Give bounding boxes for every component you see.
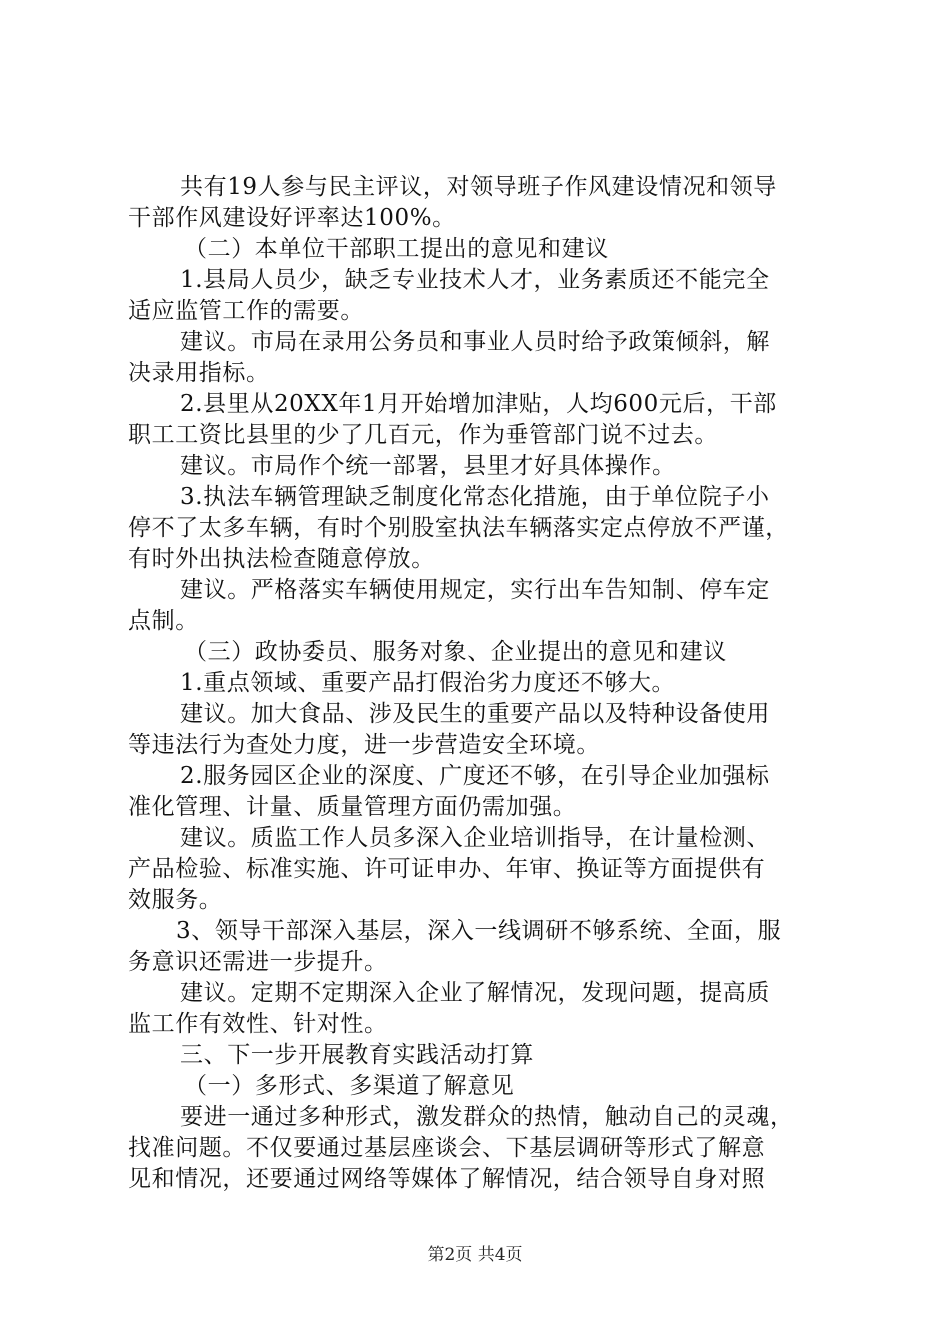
paragraph-line: 见和情况，还要通过网络等媒体了解情况，结合领导自身对照 <box>128 1166 766 1192</box>
section-heading: （三）政协委员、服务对象、企业提出的意见和建议 <box>184 639 727 665</box>
paragraph-line: 效服务。 <box>128 887 223 913</box>
paragraph-line: 干部作风建设好评率达100%。 <box>128 205 456 231</box>
paragraph-line: 3、领导干部深入基层，深入一线调研不够系统、全面，服 <box>176 918 782 944</box>
paragraph-line: 建议。市局在录用公务员和事业人员时给予政策倾斜，解 <box>180 329 770 355</box>
document-body <box>128 172 833 1195</box>
paragraph-line: 3.执法车辆管理缺乏制度化常态化措施，由于单位院子小 <box>180 484 770 510</box>
paragraph-line: 建议。质监工作人员多深入企业培训指导，在计量检测、 <box>180 825 770 851</box>
paragraph-line: 决录用指标。 <box>128 360 270 386</box>
paragraph-line: 1.重点领域、重要产品打假治劣力度还不够大。 <box>180 670 676 696</box>
paragraph-line: 要进一通过多种形式，激发群众的热情，触动自己的灵魂， <box>180 1104 794 1130</box>
section-heading: （一）多形式、多渠道了解意见 <box>184 1073 515 1099</box>
paragraph-line: 共有19人参与民主评议，对领导班子作风建设情况和领导 <box>180 174 777 200</box>
section-heading: （二）本单位干部职工提出的意见和建议 <box>184 236 609 262</box>
page-number: 第2页 共4页 <box>427 1245 523 1265</box>
paragraph-line: 2.县里从20XX年1月开始增加津贴，人均600元后，干部 <box>180 391 777 417</box>
paragraph-line: 建议。市局作个统一部署，县里才好具体操作。 <box>180 453 676 479</box>
paragraph-line: 务意识还需进一步提升。 <box>128 949 388 975</box>
paragraph-line: 建议。严格落实车辆使用规定，实行出车告知制、停车定 <box>180 577 770 603</box>
paragraph-line: 适应监管工作的需要。 <box>128 298 364 324</box>
paragraph-line: 有时外出执法检查随意停放。 <box>128 546 435 572</box>
paragraph-line: 职工工资比县里的少了几百元，作为垂管部门说不过去。 <box>128 422 718 448</box>
paragraph-line: 建议。定期不定期深入企业了解情况，发现问题，提高质 <box>180 980 770 1006</box>
paragraph-line: 停不了太多车辆，有时个别股室执法车辆落实定点停放不严谨， <box>128 515 789 541</box>
paragraph-line: 产品检验、标准实施、许可证申办、年审、换证等方面提供有 <box>128 856 766 882</box>
paragraph-line: 等违法行为查处力度，进一步营造安全环境。 <box>128 732 600 758</box>
paragraph-line: 点制。 <box>128 608 199 634</box>
paragraph-line: 找准问题。不仅要通过基层座谈会、下基层调研等形式了解意 <box>128 1135 766 1161</box>
section-heading: 三、下一步开展教育实践活动打算 <box>180 1042 534 1068</box>
paragraph-line: 建议。加大食品、涉及民生的重要产品以及特种设备使用 <box>180 701 770 727</box>
paragraph-line: 准化管理、计量、质量管理方面仍需加强。 <box>128 794 577 820</box>
paragraph-line: 1.县局人员少，缺乏专业技术人才，业务素质还不能完全 <box>180 267 770 293</box>
paragraph-line: 2.服务园区企业的深度、广度还不够，在引导企业加强标 <box>180 763 770 789</box>
paragraph-line: 监工作有效性、针对性。 <box>128 1011 388 1037</box>
